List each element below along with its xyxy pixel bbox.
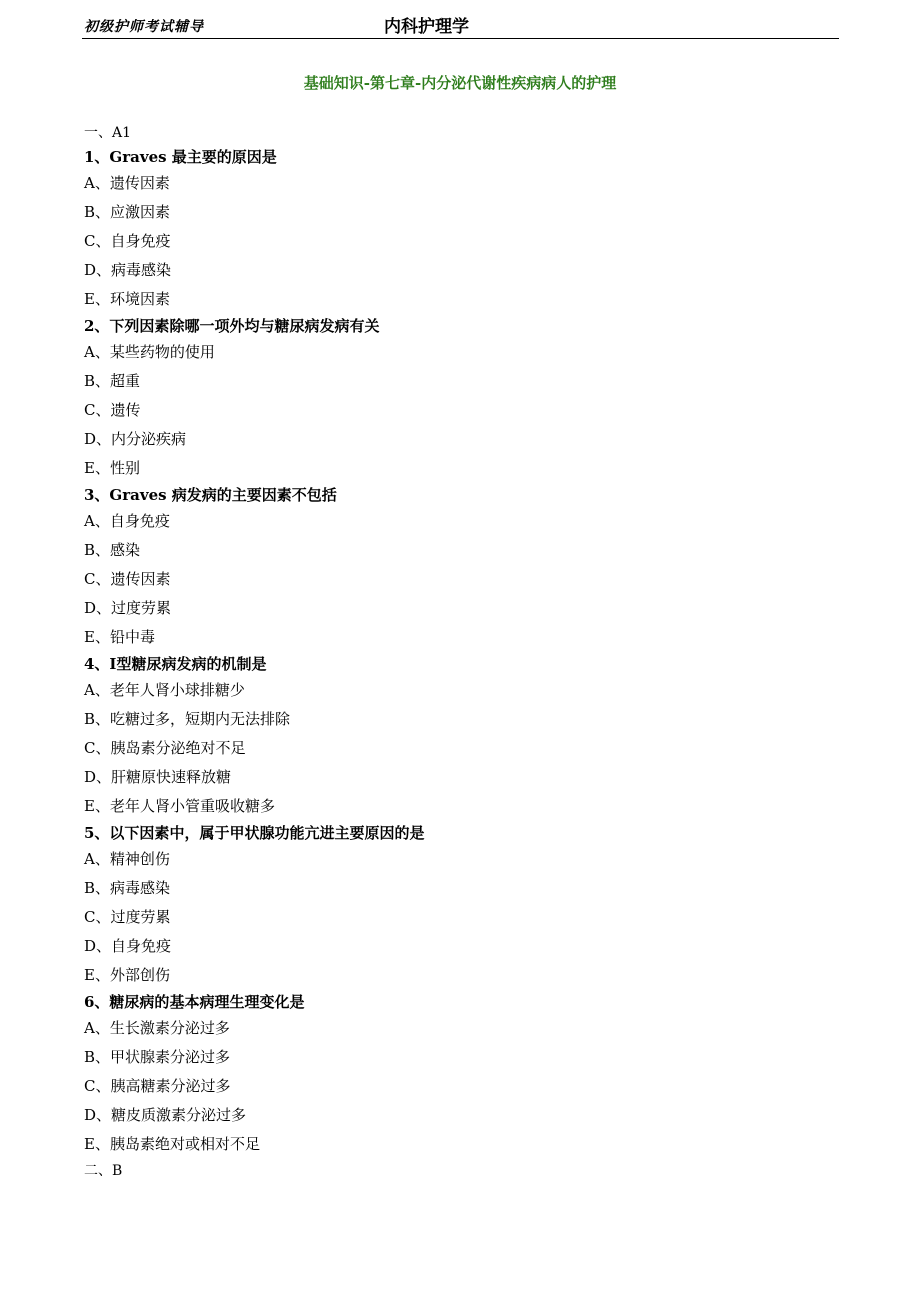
option-b: B、感染 xyxy=(84,541,141,559)
option-a: A、遗传因素 xyxy=(84,174,170,192)
option-b: B、甲状腺素分泌过多 xyxy=(84,1048,231,1066)
option-d: D、糖皮质激素分泌过多 xyxy=(84,1106,247,1124)
section-heading-a1: 一、A1 xyxy=(84,125,132,141)
header-subject: 内科护理学 xyxy=(384,17,469,37)
page-header xyxy=(82,10,839,39)
option-b: B、超重 xyxy=(84,372,141,390)
option-e: E、胰岛素绝对或相对不足 xyxy=(84,1135,260,1153)
question-stem: 4、Ⅰ型糖尿病发病的机制是 xyxy=(84,655,267,673)
option-d: D、过度劳累 xyxy=(84,599,172,617)
question-2 xyxy=(84,314,844,483)
option-c: C、自身免疫 xyxy=(84,232,171,250)
option-e: E、性别 xyxy=(84,459,140,477)
option-c: C、遗传因素 xyxy=(84,570,171,588)
section-heading-b: 二、B xyxy=(84,1163,123,1179)
option-d: D、病毒感染 xyxy=(84,261,172,279)
question-1 xyxy=(84,145,844,314)
option-e: E、外部创伤 xyxy=(84,966,170,984)
option-d: D、内分泌疾病 xyxy=(84,430,187,448)
option-d: D、肝糖原快速释放糖 xyxy=(84,768,232,786)
header-course-label: 初级护师考试辅导 xyxy=(84,19,204,35)
question-list xyxy=(84,121,844,1183)
option-a: A、某些药物的使用 xyxy=(84,343,215,361)
option-a: A、生长激素分泌过多 xyxy=(84,1019,230,1037)
question-3 xyxy=(84,483,844,652)
option-a: A、精神创伤 xyxy=(84,850,170,868)
option-a: A、自身免疫 xyxy=(84,512,170,530)
question-5 xyxy=(84,821,844,990)
question-stem: 3、Graves 病发病的主要因素不包括 xyxy=(84,486,337,504)
option-b: B、应激因素 xyxy=(84,203,171,221)
question-stem: 1、Graves 最主要的原因是 xyxy=(84,148,277,166)
option-c: C、过度劳累 xyxy=(84,908,171,926)
option-e: E、老年人肾小管重吸收糖多 xyxy=(84,797,275,815)
option-e: E、铅中毒 xyxy=(84,628,155,646)
option-b: B、病毒感染 xyxy=(84,879,171,897)
option-e: E、环境因素 xyxy=(84,290,170,308)
question-6 xyxy=(84,990,844,1159)
document-title: 基础知识-第七章-内分泌代谢性疾病病人的护理 xyxy=(303,74,617,92)
question-4 xyxy=(84,652,844,821)
option-c: C、遗传 xyxy=(84,401,141,419)
option-a: A、老年人肾小球排糖少 xyxy=(84,681,245,699)
question-stem: 5、以下因素中，属于甲状腺功能亢进主要原因的是 xyxy=(84,824,425,842)
option-c: C、胰岛素分泌绝对不足 xyxy=(84,739,246,757)
option-b: B、吃糖过多，短期内无法排除 xyxy=(84,710,291,728)
question-stem: 2、下列因素除哪一项外均与糖尿病发病有关 xyxy=(84,317,380,335)
option-d: D、自身免疫 xyxy=(84,937,172,955)
question-stem: 6、糖尿病的基本病理生理变化是 xyxy=(84,993,305,1011)
option-c: C、胰高糖素分泌过多 xyxy=(84,1077,231,1095)
